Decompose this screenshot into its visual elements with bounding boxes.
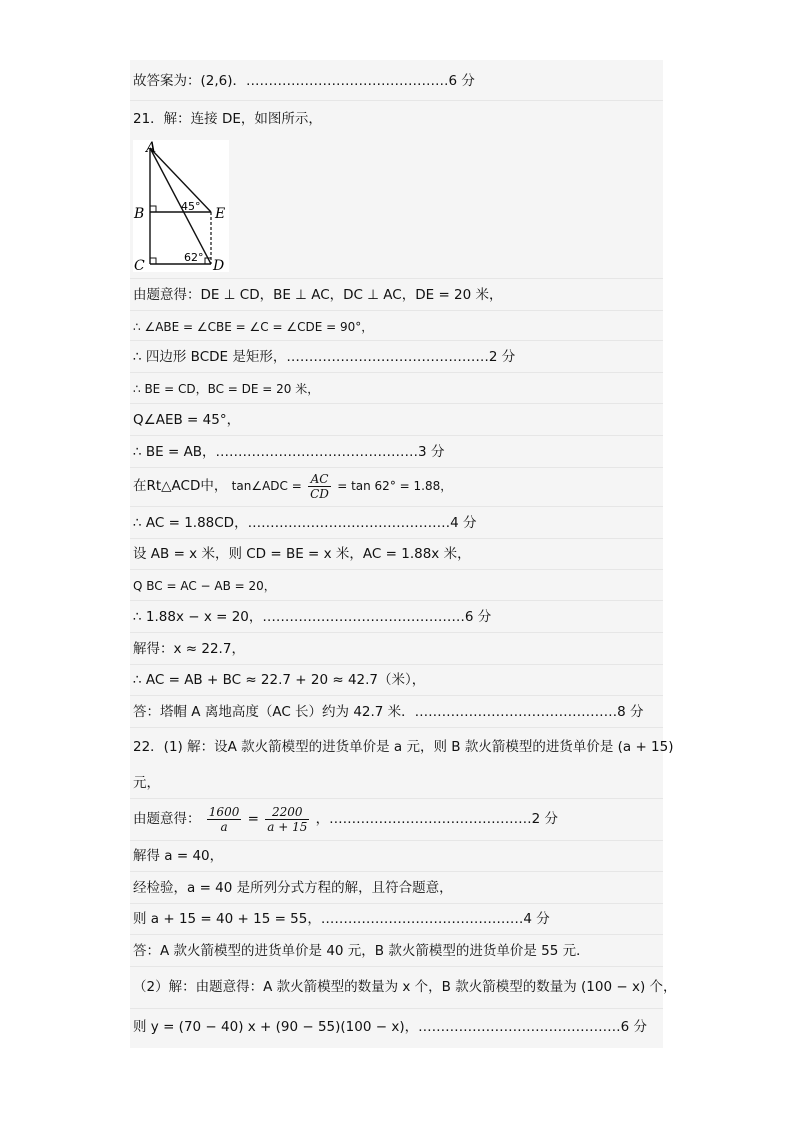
divider <box>130 934 663 935</box>
fraction-numerator: AC <box>308 472 331 487</box>
solution-line: ∴ BE = AB，………………………………………3 分 <box>133 444 445 460</box>
solution-line: ∴ 1.88x − x = 20，………………………………………6 分 <box>133 609 492 625</box>
angle-45-label: 45° <box>181 200 201 213</box>
label-e: E <box>215 206 226 222</box>
divider <box>130 100 663 101</box>
fraction-denominator: a + 15 <box>267 819 308 834</box>
solution-line: 解得 a = 40， <box>133 848 224 864</box>
fraction <box>207 805 242 834</box>
angle-62-label: 62° <box>184 251 204 264</box>
divider <box>130 467 663 468</box>
label-a: A <box>146 140 157 156</box>
triangle-diagram <box>133 140 229 272</box>
fraction-numerator: 1600 <box>208 804 240 819</box>
solution-line-fraction <box>133 800 558 838</box>
solution-line: Q BC = AC − AB = 20， <box>133 579 276 593</box>
divider <box>130 798 663 799</box>
label-c: C <box>134 258 145 272</box>
answer-line: 故答案为：(2,6)．………………………………………6 分 <box>133 73 475 89</box>
solution-line: ∴ 四边形 BCDE 是矩形，………………………………………2 分 <box>133 349 516 365</box>
divider <box>130 871 663 872</box>
solution-line: 由题意得：DE ⊥ CD，BE ⊥ AC，DC ⊥ AC，DE = 20 米， <box>133 287 503 303</box>
divider <box>130 727 663 728</box>
solution-line: 设 AB = x 米，则 CD = BE = x 米，AC = 1.88x 米， <box>133 546 471 562</box>
solution-line: ∴ BE = CD，BC = DE = 20 米， <box>133 382 320 396</box>
divider <box>130 435 663 436</box>
label-b: B <box>134 206 145 222</box>
text-segment: = <box>247 811 259 827</box>
divider <box>130 538 663 539</box>
divider <box>130 278 663 279</box>
divider <box>130 840 663 841</box>
divider <box>130 903 663 904</box>
divider <box>130 664 663 665</box>
divider <box>130 1008 663 1009</box>
problem-21-heading: 21．解：连接 DE，如图所示， <box>133 111 322 127</box>
solution-line: 元， <box>133 775 160 791</box>
text-segment: ，………………………………………2 分 <box>315 811 559 827</box>
divider <box>130 372 663 373</box>
divider <box>130 695 663 696</box>
text-segment: 在Rt△ACD中， <box>133 478 228 494</box>
label-d: D <box>213 258 225 272</box>
divider <box>130 632 663 633</box>
solution-line-fraction <box>133 470 452 502</box>
solution-line: 则 a + 15 = 40 + 15 = 55，………………………………………4 分 <box>133 911 550 927</box>
geometry-figure <box>133 140 229 272</box>
solution-line: ∴ ∠ABE = ∠CBE = ∠C = ∠CDE = 90°， <box>133 320 374 334</box>
text-segment: 由题意得： <box>133 811 201 827</box>
divider <box>130 506 663 507</box>
solution-line: 则 y = (70 − 40) x + (90 − 55)(100 − x)，………………………………………6 分 <box>133 1019 647 1035</box>
solution-line: 解得：x ≈ 22.7， <box>133 641 245 657</box>
fraction <box>308 472 331 501</box>
problem-22-heading: 22．(1) 解：设A 款火箭模型的进货单价是 a 元，则 B 款火箭模型的进货单价是 (a + 15) <box>133 739 674 755</box>
solution-line: ∴ AC = 1.88CD，………………………………………4 分 <box>133 515 477 531</box>
fraction <box>265 805 309 834</box>
answer-line: 答：A 款火箭模型的进货单价是 40 元，B 款火箭模型的进货单价是 55 元． <box>133 943 590 959</box>
divider <box>130 569 663 570</box>
fraction-numerator: 2200 <box>265 805 309 820</box>
text-segment: tan∠ADC = <box>231 479 302 493</box>
solution-line: ∴ AC = AB + BC ≈ 22.7 + 20 ≈ 42.7（米）， <box>133 672 426 688</box>
solution-line: （2）解：由题意得：A 款火箭模型的数量为 x 个，B 款火箭模型的数量为 (100 − x) 个， <box>133 979 677 995</box>
fraction-denominator: a <box>220 819 228 834</box>
solution-line: Q∠AEB = 45°， <box>133 412 241 428</box>
text-segment: = tan 62° = 1.88， <box>337 479 453 493</box>
solution-line: 经检验，a = 40 是所列分式方程的解，且符合题意， <box>133 880 453 896</box>
answer-line: 答：塔帽 A 离地高度（AC 长）约为 42.7 米．………………………………………8 分 <box>133 704 644 720</box>
divider <box>130 310 663 311</box>
divider <box>130 966 663 967</box>
divider <box>130 403 663 404</box>
divider <box>130 340 663 341</box>
divider <box>130 600 663 601</box>
fraction-denominator: CD <box>310 486 329 501</box>
